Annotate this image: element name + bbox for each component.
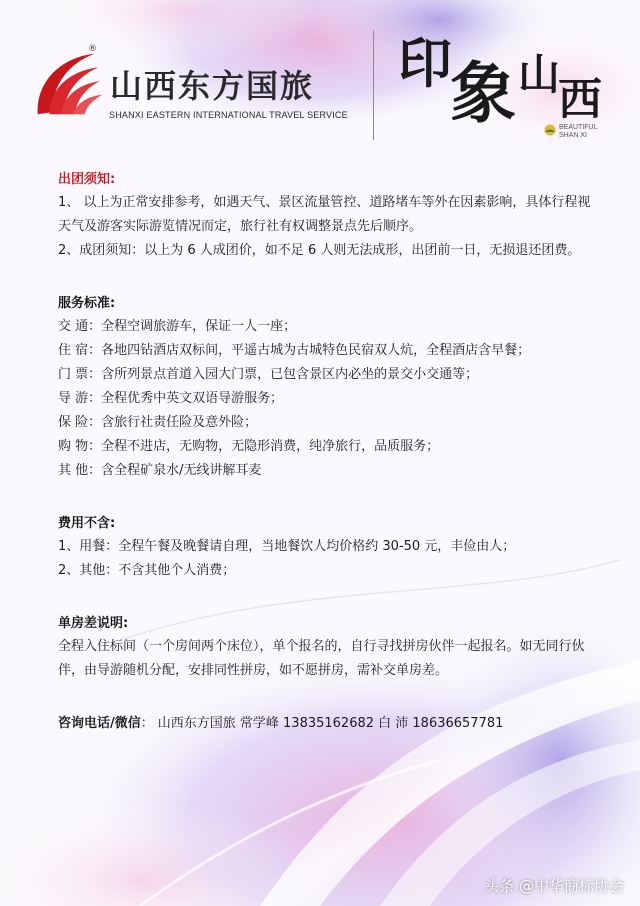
calligraphy-char: 西	[558, 74, 602, 125]
fees-excluded-item: 2、其他：不含其他个人消费；	[58, 563, 236, 578]
header-divider	[373, 30, 374, 140]
calligraphy-char: 印	[398, 31, 452, 95]
service-item-lodging: 住 宿：各地四钻酒店双标间，平遥古城为古城特色民宿双人炕，全程酒店含早餐；	[58, 343, 531, 358]
service-item-transport: 交 通：全程空调旅游车，保证一人一座；	[58, 319, 297, 334]
contact-label: 咨询电话/微信	[58, 716, 141, 731]
registered-mark: ®	[88, 44, 97, 54]
departure-notice-item: 2、成团须知：以上为 6 人成团价，如不足 6 人则无法成形，出团前一日，无损退还团费。	[58, 243, 581, 258]
header	[0, 0, 640, 150]
calligraphy-char: 山	[518, 50, 561, 99]
departure-notice-item: 1、 以上为正常安排参考，如遇天气、景区流量管控、道路堵车等外在因素影响，具体行程视天气及游客实际游览情况而定，旅行社有权调整景点先后顺序。	[58, 195, 591, 234]
service-item-tickets: 门 票：含所列景点首道入园大门票，已包含景区内必坐的景交小交通等；	[58, 367, 479, 382]
service-item-other: 其 他：含全程矿泉水/无线讲解耳麦	[58, 463, 262, 478]
contact-line	[58, 712, 598, 735]
service-item-guide: 导 游：全程优秀中英文双语导游服务；	[58, 391, 284, 406]
fees-excluded-item: 1、用餐：全程午餐及晚餐请自理，当地餐饮人均价格约 30-50 元，丰俭由人；	[58, 539, 516, 554]
service-item-insurance: 保 险：含旅行社责任险及意外险；	[58, 415, 258, 430]
calligraphy-char: 象	[450, 54, 516, 132]
single-room-text: 全程入住标间（一个房间两个床位），单个报名的，自行寻找拼房伙伴一起报名。如无同行伙伴，由导游随机分配，安排同性拼房，如不愿拼房，需补交单房差。	[58, 639, 585, 678]
company-logo-name: 山西东方国旅	[110, 67, 315, 105]
service-item-shopping: 购 物：全程不进店，无购物，无隐形消费，纯净旅行，品质服务；	[58, 439, 440, 454]
fees-excluded-title: 费用不含:	[58, 516, 116, 531]
watermark: 头条 @中华商标协会	[484, 877, 624, 895]
company-logo-english: SHANXI EASTERN INTERNATIONAL TRAVEL SERVICE	[109, 110, 348, 120]
departure-notice-title: 出团须知:	[58, 172, 116, 187]
main-content	[58, 168, 598, 735]
shanxi-emblem-icon	[544, 124, 556, 136]
logo-swirl-icon	[30, 44, 108, 122]
service-standard-title: 服务标准:	[58, 296, 116, 311]
contact-value: 山西东方国旅 常学峰 13835162682 白 沛 18636657781	[157, 716, 504, 731]
beautiful-shanxi-text: BEAUTIFUL SHAN XI	[559, 124, 598, 139]
single-room-title: 单房差说明:	[58, 616, 129, 631]
contact-separator: ：	[140, 716, 154, 731]
